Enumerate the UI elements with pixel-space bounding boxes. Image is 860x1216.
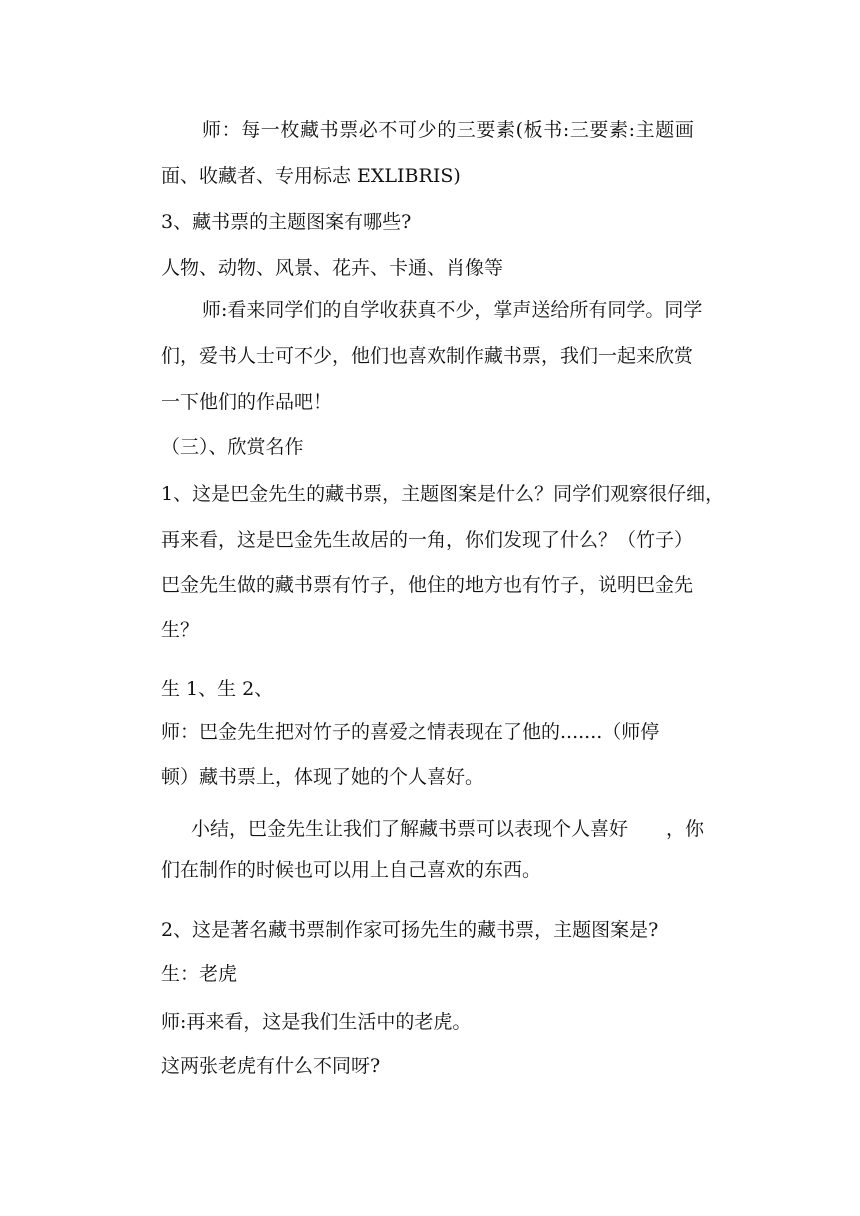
paragraph-line: 3、藏书票的主题图案有哪些?	[161, 211, 412, 233]
paragraph-line: 巴金先生做的藏书票有竹子，他住的地方也有竹子，说明巴金先	[161, 574, 694, 596]
paragraph-line: 师：每一枚藏书票必不可少的三要素(板书:三要素:主题画	[202, 119, 695, 141]
paragraph-line: 师：巴金先生把对竹子的喜爱之情表现在了他的.......（师停	[161, 721, 660, 743]
paragraph-line: 们，爱书人士可不少，他们也喜欢制作藏书票，我们一起来欣赏	[161, 345, 694, 367]
paragraph-line: 师:再来看，这是我们生活中的老虎。	[161, 1011, 472, 1033]
paragraph-line: 师:看来同学们的自学收获真不少，掌声送给所有同学。同学	[202, 299, 703, 321]
paragraph-line: 2、这是著名藏书票制作家可扬先生的藏书票，主题图案是?	[161, 919, 659, 941]
paragraph-line: 再来看，这是巴金先生故居的一角，你们发现了什么？（竹子）	[161, 529, 694, 551]
paragraph-line: 1、这是巴金先生的藏书票，主题图案是什么？同学们观察很仔细，	[161, 483, 725, 505]
paragraph-line: 小结，巴金先生让我们了解藏书票可以表现个人喜好 ，你	[191, 818, 705, 840]
paragraph-line: 们在制作的时候也可以用上自己喜欢的东西。	[161, 859, 542, 881]
paragraph-line: 顿）藏书票上，体现了她的个人喜好。	[161, 766, 485, 788]
paragraph-line: 生 1、生 2、	[161, 678, 274, 700]
paragraph-line: 人物、动物、风景、花卉、卡通、肖像等	[161, 257, 504, 279]
paragraph-line: 面、收藏者、专用标志 EXLIBRIS)	[161, 165, 461, 187]
paragraph-line: 生？	[161, 619, 200, 641]
paragraph-line: 生：老虎	[161, 963, 238, 985]
paragraph-line: 这两张老虎有什么不同呀?	[161, 1055, 381, 1077]
paragraph-line: 一下他们的作品吧！	[161, 391, 333, 413]
section-heading: （三）、欣赏名作	[161, 436, 304, 458]
